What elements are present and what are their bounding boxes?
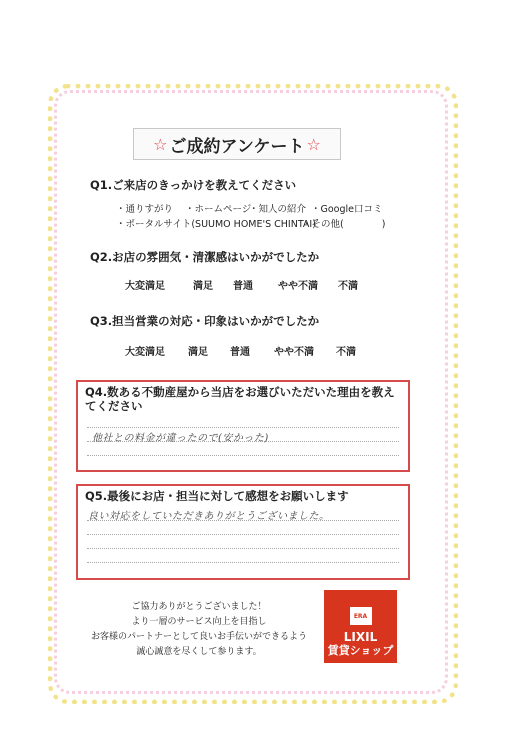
q4-answer[interactable]: 他社との料金が違ったので(安かった) xyxy=(92,433,269,444)
question-1: Q1.ご来店のきっかけを教えてください xyxy=(90,178,297,192)
question-5-box xyxy=(76,484,410,580)
question-3: Q3.担当営業の対応・印象はいかがでしたか xyxy=(90,314,320,328)
answer-line xyxy=(87,562,399,563)
star-icon: ☆ xyxy=(306,134,321,154)
logo-line2: 賃貸ショップ xyxy=(327,644,394,657)
q2-option[interactable]: 大変満足 xyxy=(125,281,165,292)
q1-option[interactable]: ・Google口コミ xyxy=(311,204,383,215)
q1-option[interactable]: ・ホームページ xyxy=(185,204,252,215)
q3-option[interactable]: 大変満足 xyxy=(125,347,165,358)
thanks-message xyxy=(86,600,312,660)
q3-option[interactable]: 満足 xyxy=(188,347,208,358)
q3-option[interactable]: 普通 xyxy=(230,347,250,358)
thanks-line: お客様のパートナーとして良いお手伝いができるよう xyxy=(90,632,307,642)
page-title xyxy=(133,128,341,160)
question-4-box xyxy=(76,380,410,472)
lixil-logo xyxy=(324,590,397,663)
answer-line xyxy=(87,548,399,549)
title-text: ご成約アンケート xyxy=(169,136,305,157)
q2-option[interactable]: 不満 xyxy=(338,281,358,292)
q5-answer[interactable]: 良い対応をしていただきありがとうございました。 xyxy=(88,511,330,522)
thanks-line: 誠心誠意を尽くして参ります。 xyxy=(136,647,262,657)
q3-option[interactable]: 不満 xyxy=(336,347,356,358)
answer-line xyxy=(87,427,399,428)
answer-line xyxy=(87,455,399,456)
house-icon: ERA xyxy=(350,607,372,625)
star-icon: ☆ xyxy=(153,134,168,154)
thanks-line: ご協力ありがとうございました！ xyxy=(131,602,267,612)
question-5: Q5.最後にお店・担当に対して感想をお願いします xyxy=(85,489,349,503)
q1-option[interactable]: ・知人の紹介 xyxy=(249,204,307,215)
q1-option[interactable]: ・通りすがり xyxy=(116,204,174,215)
question-4: Q4.数ある不動産屋から当店をお選びいただいた理由を教えてください xyxy=(85,385,395,413)
thanks-line: より一層のサービス向上を目指し xyxy=(131,617,267,627)
q2-option[interactable]: 満足 xyxy=(193,281,213,292)
q3-option[interactable]: やや不満 xyxy=(274,347,314,358)
logo-line1: LIXIL xyxy=(343,630,378,644)
q2-option[interactable]: やや不満 xyxy=(278,281,318,292)
q1-option[interactable]: ・ポータルサイト(SUUMO HOME'S CHINTAI) xyxy=(116,219,316,230)
answer-line xyxy=(87,534,399,535)
q1-option[interactable]: ・その他( ) xyxy=(302,219,386,230)
q2-option[interactable]: 普通 xyxy=(233,281,253,292)
question-2: Q2.お店の雰囲気・清潔感はいかがでしたか xyxy=(90,250,320,264)
